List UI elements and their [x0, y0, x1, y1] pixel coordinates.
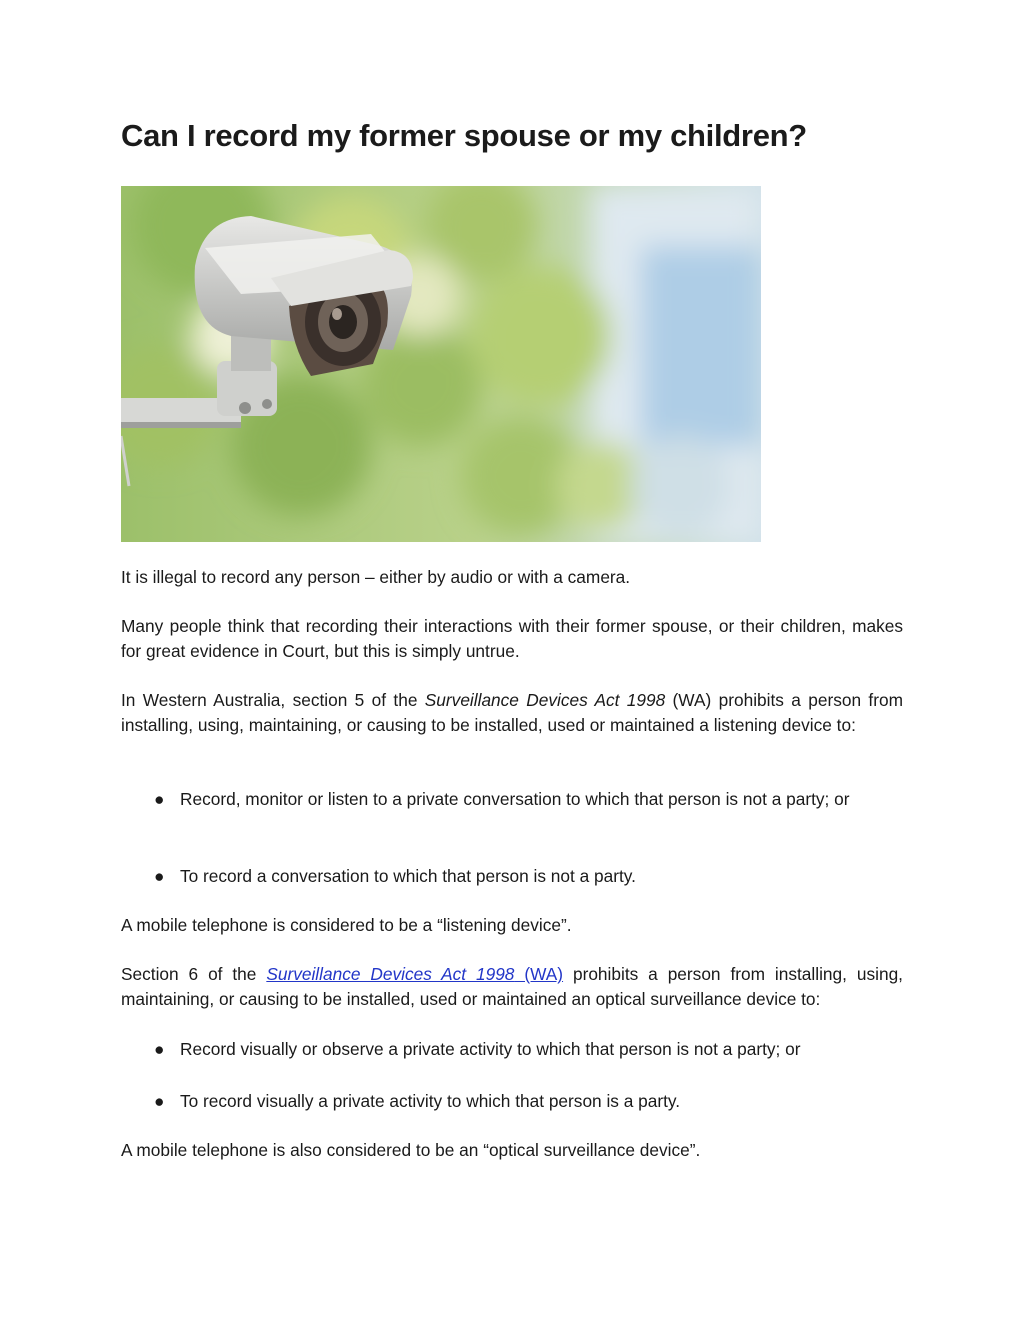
paragraph-listening-device: A mobile telephone is considered to be a “listening device”.	[121, 915, 572, 935]
paragraph-optical-device: A mobile telephone is also considered to be an “optical surveillance device”.	[121, 1140, 701, 1160]
bullet-icon: ●	[154, 789, 165, 809]
bullet-icon: ●	[154, 1091, 165, 1111]
bullet-icon: ●	[154, 1039, 165, 1059]
paragraph-section-5	[121, 688, 903, 738]
section-6-text-before: Section 6 of the	[121, 964, 267, 984]
act-link-title: Surveillance Devices Act 1998	[266, 964, 515, 984]
act-link-wa: (WA)	[514, 964, 564, 984]
act-title: Surveillance Devices Act 1998	[424, 690, 666, 710]
list-item-text: To record a conversation to which that person is not a party.	[180, 866, 636, 886]
paragraph-evidence: Many people think that recording their interactions with their former spouse, or their children, makes for great evidence in Court, but this is simply untrue.	[121, 616, 903, 661]
section-5-text-before: In Western Australia, section 5 of the	[121, 690, 425, 710]
list-item-text: Record, monitor or listen to a private conversation to which that person is not a party; or	[180, 789, 850, 809]
bullet-icon: ●	[154, 866, 165, 886]
paragraph-section-6	[121, 962, 903, 1012]
list-item-text: To record visually a private activity to which that person is a party.	[180, 1091, 681, 1111]
security-camera-photo	[121, 186, 761, 542]
list-item-text: Record visually or observe a private activity to which that person is not a party; or	[180, 1039, 801, 1059]
paragraph-illegal: It is illegal to record any person – either by audio or with a camera.	[121, 567, 631, 587]
page-title: Can I record my former spouse or my children?	[121, 118, 807, 153]
section-5-text-after: (WA) prohibits a person from installing, using, maintaining, or causing to be installed, used or maintained a listening device to:	[121, 690, 903, 735]
section-6-text-after: prohibits a person from installing, using, maintaining, or causing to be installed, used or maintained an optical surveillance device to:	[121, 964, 903, 1009]
act-link[interactable]	[266, 964, 563, 984]
